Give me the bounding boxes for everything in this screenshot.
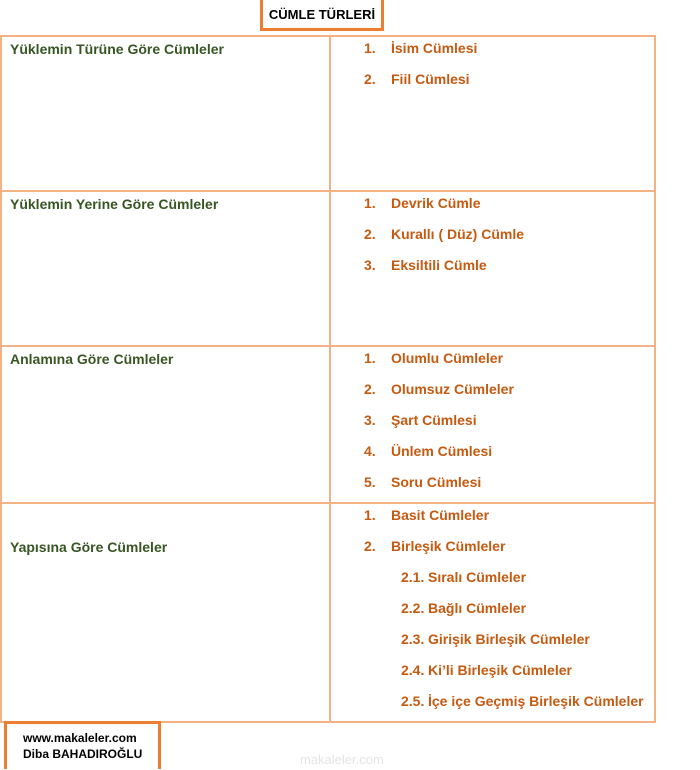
website-link[interactable]: www.makaleler.com	[23, 731, 137, 745]
list-item	[331, 440, 654, 471]
item-number: 2.	[364, 381, 376, 397]
item-number: 3.	[364, 412, 376, 428]
item-text: Birleşik Cümleler	[391, 538, 506, 554]
item-text: Bağlı Cümleler	[428, 600, 527, 616]
list-item	[331, 566, 654, 597]
category-cell	[1, 36, 330, 191]
list-item	[331, 68, 654, 99]
items-cell	[330, 36, 655, 191]
list-item	[331, 690, 654, 721]
item-text: İsim Cümlesi	[391, 40, 478, 56]
item-number: 1.	[364, 40, 376, 56]
item-text: Olumsuz Cümleler	[391, 381, 514, 397]
table-row	[1, 36, 655, 191]
list-item	[331, 409, 654, 440]
items-cell	[330, 191, 655, 346]
list-item	[331, 535, 654, 566]
table-row	[1, 191, 655, 346]
list-item	[331, 504, 654, 535]
credits-box	[4, 721, 161, 769]
item-number: 1.	[364, 507, 376, 523]
item-number: 2.2.	[401, 600, 425, 616]
item-text: Eksiltili Cümle	[391, 257, 487, 273]
item-text: Kurallı ( Düz) Cümle	[391, 226, 525, 242]
item-text: Olumlu Cümleler	[391, 350, 504, 366]
category-cell	[1, 503, 330, 722]
list-item	[331, 223, 654, 254]
table-row	[1, 503, 655, 722]
category-cell	[1, 346, 330, 503]
list-item	[331, 628, 654, 659]
sentence-types-table	[0, 35, 656, 723]
list-item	[331, 192, 654, 223]
item-number: 3.	[364, 257, 376, 273]
item-text: Soru Cümlesi	[391, 474, 482, 490]
item-text: Şart Cümlesi	[391, 412, 477, 428]
table-row	[1, 346, 655, 503]
item-text: İçe içe Geçmiş Birleşik Cümleler	[428, 693, 644, 709]
items-cell	[330, 346, 655, 503]
item-number: 1.	[364, 350, 376, 366]
category-label: Yüklemin Yerine Göre Cümleler	[10, 196, 219, 212]
item-text: Fiil Cümlesi	[391, 71, 470, 87]
list-item	[331, 471, 654, 502]
category-label: Anlamına Göre Cümleler	[10, 351, 174, 367]
item-number: 2.5.	[401, 693, 425, 709]
list-item	[331, 659, 654, 690]
list-item	[331, 347, 654, 378]
item-number: 2.3.	[401, 631, 425, 647]
category-label: Yüklemin Türüne Göre Cümleler	[10, 41, 224, 57]
item-text: Basit Cümleler	[391, 507, 490, 523]
list-item	[331, 597, 654, 628]
watermark: makaleler.com	[300, 752, 384, 767]
item-number: 2.1.	[401, 569, 425, 585]
item-text: Devrik Cümle	[391, 195, 481, 211]
list-item	[331, 254, 654, 285]
category-cell	[1, 191, 330, 346]
items-cell	[330, 503, 655, 722]
item-number: 2.4.	[401, 662, 425, 678]
item-text: Ünlem Cümlesi	[391, 443, 493, 459]
item-text: Girişik Birleşik Cümleler	[428, 631, 590, 647]
item-number: 4.	[364, 443, 376, 459]
author-name: Diba BAHADIROĞLU	[23, 747, 143, 761]
item-text: Sıralı Cümleler	[428, 569, 527, 585]
item-number: 2.	[364, 538, 376, 554]
list-item	[331, 37, 654, 68]
item-number: 2.	[364, 71, 376, 87]
list-item	[331, 378, 654, 409]
page-title: CÜMLE TÜRLERİ	[260, 0, 384, 31]
item-text: Ki’li Birleşik Cümleler	[428, 662, 572, 678]
item-number: 5.	[364, 474, 376, 490]
item-number: 1.	[364, 195, 376, 211]
category-label: Yapısına Göre Cümleler	[10, 539, 168, 555]
item-number: 2.	[364, 226, 376, 242]
